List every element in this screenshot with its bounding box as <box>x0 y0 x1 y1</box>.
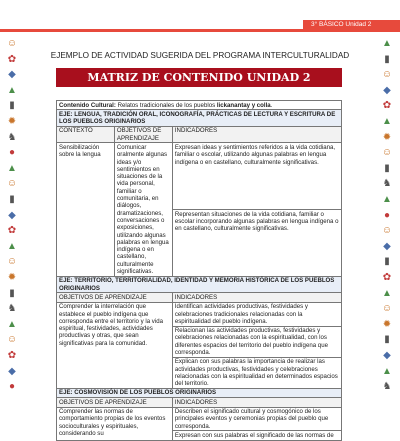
axis3-indicator-1: Describen el significado cultural y cosmogónico de los principales eventos y ceremonias propias del pueblo que corresponda. <box>172 407 341 431</box>
totem-icon: ▮ <box>9 194 15 205</box>
bird-icon: ▲ <box>382 194 392 205</box>
fish-icon: ◆ <box>383 350 391 361</box>
right-icon-border <box>377 34 399 400</box>
axis1-objective: Comunicar oralmente algunas ideas y/o sentimientos en situaciones de la vida personal, familiar o comunitaria, en diálogos, dramatizaciones, conversaciones o exposiciones, utilizando algunas palabras en lengua indígena o en castellano, culturalmente significativas. <box>114 143 172 276</box>
bird-icon: ▲ <box>7 318 17 330</box>
table-row <box>57 407 342 431</box>
person-icon: ☺ <box>381 225 393 237</box>
bird-icon: ▲ <box>7 240 17 252</box>
sun-icon: ✹ <box>382 131 392 143</box>
axis2-indicator-1: Identifican actividades productivas, festividades y celebraciones tradicionales relacionadas con la espiritualidad del pueblo indígena. <box>172 302 341 326</box>
cultural-content-end: . <box>270 101 273 109</box>
person-icon: ☺ <box>381 147 393 159</box>
table-row <box>57 388 342 397</box>
flower-icon: ✿ <box>7 225 17 237</box>
col-header-indicators: INDICADORES <box>172 398 341 407</box>
flower-icon: ✿ <box>382 100 392 112</box>
bird-icon: ▲ <box>382 116 392 127</box>
cultural-content-value: Relatos tradicionales de los pueblos <box>115 101 217 109</box>
totem-icon: ▮ <box>9 287 15 299</box>
person-icon: ☺ <box>6 178 18 190</box>
axis1-indicator-1: Expresan ideas y sentimientos referidos a la vida cotidiana, familiar o escolar, utilizando algunas palabras en lengua indígena o en castellano, culturalmente significativas. <box>172 143 341 210</box>
table-row <box>57 143 342 210</box>
table-row <box>57 126 342 143</box>
fish-icon: ◆ <box>8 69 16 81</box>
axis2-title: EJE: TERRITORIO, TERRITORIALIDAD, IDENTIDAD Y MEMORIA HISTÓRICA DE LOS PUEBLOS ORIGINARIOS <box>57 276 342 293</box>
bird-icon: ▲ <box>7 162 17 174</box>
llama-icon: ♞ <box>7 131 17 143</box>
axis1-indicator-2: Representan situaciones de la vida cotidiana, familiar o escolar incorporando algunas palabras en lengua indígena o en castellano, culturalmente significativas. <box>172 210 341 277</box>
col-header-objectives: OBJETIVOS DE APRENDIZAJE <box>57 293 173 302</box>
totem-icon: ▮ <box>9 100 15 112</box>
bird-icon: ▲ <box>382 38 392 49</box>
axis1-title: EJE: LENGUA, TRADICIÓN ORAL, ICONOGRAFÍA, PRÁCTICAS DE LECTURA Y ESCRITURA DE LOS PUEBLOS ORIGINARIOS <box>57 110 342 127</box>
drum-icon: ● <box>8 381 16 393</box>
cultural-content-peoples: lickanantay y colla <box>216 101 271 109</box>
flower-icon: ✿ <box>382 272 392 283</box>
flower-icon: ✿ <box>7 53 17 65</box>
person-icon: ☺ <box>381 303 393 315</box>
drum-icon: ● <box>8 147 16 159</box>
grade-unit-badge: 3° BÁSICO Unidad 2 <box>303 20 400 30</box>
person-icon: ☺ <box>381 69 393 81</box>
table-row <box>57 398 342 407</box>
table-row <box>57 101 342 110</box>
llama-icon: ♞ <box>7 303 17 315</box>
person-icon: ☺ <box>6 38 18 49</box>
matrix-banner: MATRIZ DE CONTENIDO UNIDAD 2 <box>56 68 342 87</box>
left-icon-border <box>2 34 24 400</box>
fish-icon: ◆ <box>8 365 16 377</box>
sun-icon: ✹ <box>7 116 17 127</box>
bird-icon: ▲ <box>382 287 392 299</box>
totem-icon: ▮ <box>384 256 390 268</box>
sun-icon: ✹ <box>382 318 392 330</box>
llama-icon: ♞ <box>382 178 392 190</box>
axis3-title: EJE: COSMOVISIÓN DE LOS PUEBLOS ORIGINARIOS <box>57 388 342 397</box>
col-header-indicators: INDICADORES <box>172 293 341 302</box>
fish-icon: ◆ <box>383 84 391 96</box>
col-header-objectives: OBJETIVOS DE APRENDIZAJE <box>57 398 173 407</box>
bird-icon: ▲ <box>382 365 392 377</box>
col-header-objectives: OBJETIVOS DE APRENDIZAJE <box>114 126 172 143</box>
top-bar <box>0 0 400 34</box>
col-header-indicators: INDICADORES <box>172 126 341 143</box>
table-row <box>57 276 342 293</box>
flower-icon: ✿ <box>7 350 17 361</box>
axis3-objective: Comprender las normas de comportamiento propias de los eventos socioculturales y espirituales, considerando su <box>57 407 173 440</box>
sun-icon: ✹ <box>7 272 17 283</box>
fish-icon: ◆ <box>383 240 391 252</box>
totem-icon: ▮ <box>384 162 390 174</box>
axis2-indicator-3: Explican con sus palabras la importancia de realizar las actividades productivas, festividades y celebraciones relacionadas con la espiritualidad en determinados espacios del territorio. <box>172 357 341 388</box>
person-icon: ☺ <box>6 334 18 346</box>
cultural-content-label: Contenido Cultural: <box>59 101 116 109</box>
table-row <box>57 110 342 127</box>
axis2-objective: Comprender la interrelación que establece el pueblo indígena que corresponda entre el territorio y la vida espiritual, festividades, actividades productivas y otras, que sean significativas para la comunidad. <box>57 302 173 388</box>
person-icon: ☺ <box>6 256 18 268</box>
document-title: EJEMPLO DE ACTIVIDAD SUGERIDA DEL PROGRAMA INTERCULTURALIDAD <box>50 51 350 60</box>
table-row <box>57 293 342 302</box>
totem-icon: ▮ <box>384 334 390 346</box>
axis2-indicator-2: Relacionan las actividades productivas, festividades y celebraciones relacionadas con la espiritualidad, con los diferentes espacios del territorio del pueblo indígena que corresponda. <box>172 326 341 357</box>
fish-icon: ◆ <box>8 209 16 221</box>
table-row <box>57 302 342 326</box>
drum-icon: ● <box>383 209 391 221</box>
cultural-content-cell <box>57 101 342 110</box>
content-matrix-table <box>56 100 342 441</box>
totem-icon: ▮ <box>384 53 390 65</box>
bird-icon: ▲ <box>7 84 17 96</box>
col-header-context: CONTEXTO <box>57 126 115 143</box>
axis1-context: Sensibilización sobre la lengua <box>57 143 115 276</box>
axis3-indicator-2: Expresan con sus palabras el significado de las normas de <box>172 431 341 440</box>
llama-icon: ♞ <box>382 381 392 393</box>
